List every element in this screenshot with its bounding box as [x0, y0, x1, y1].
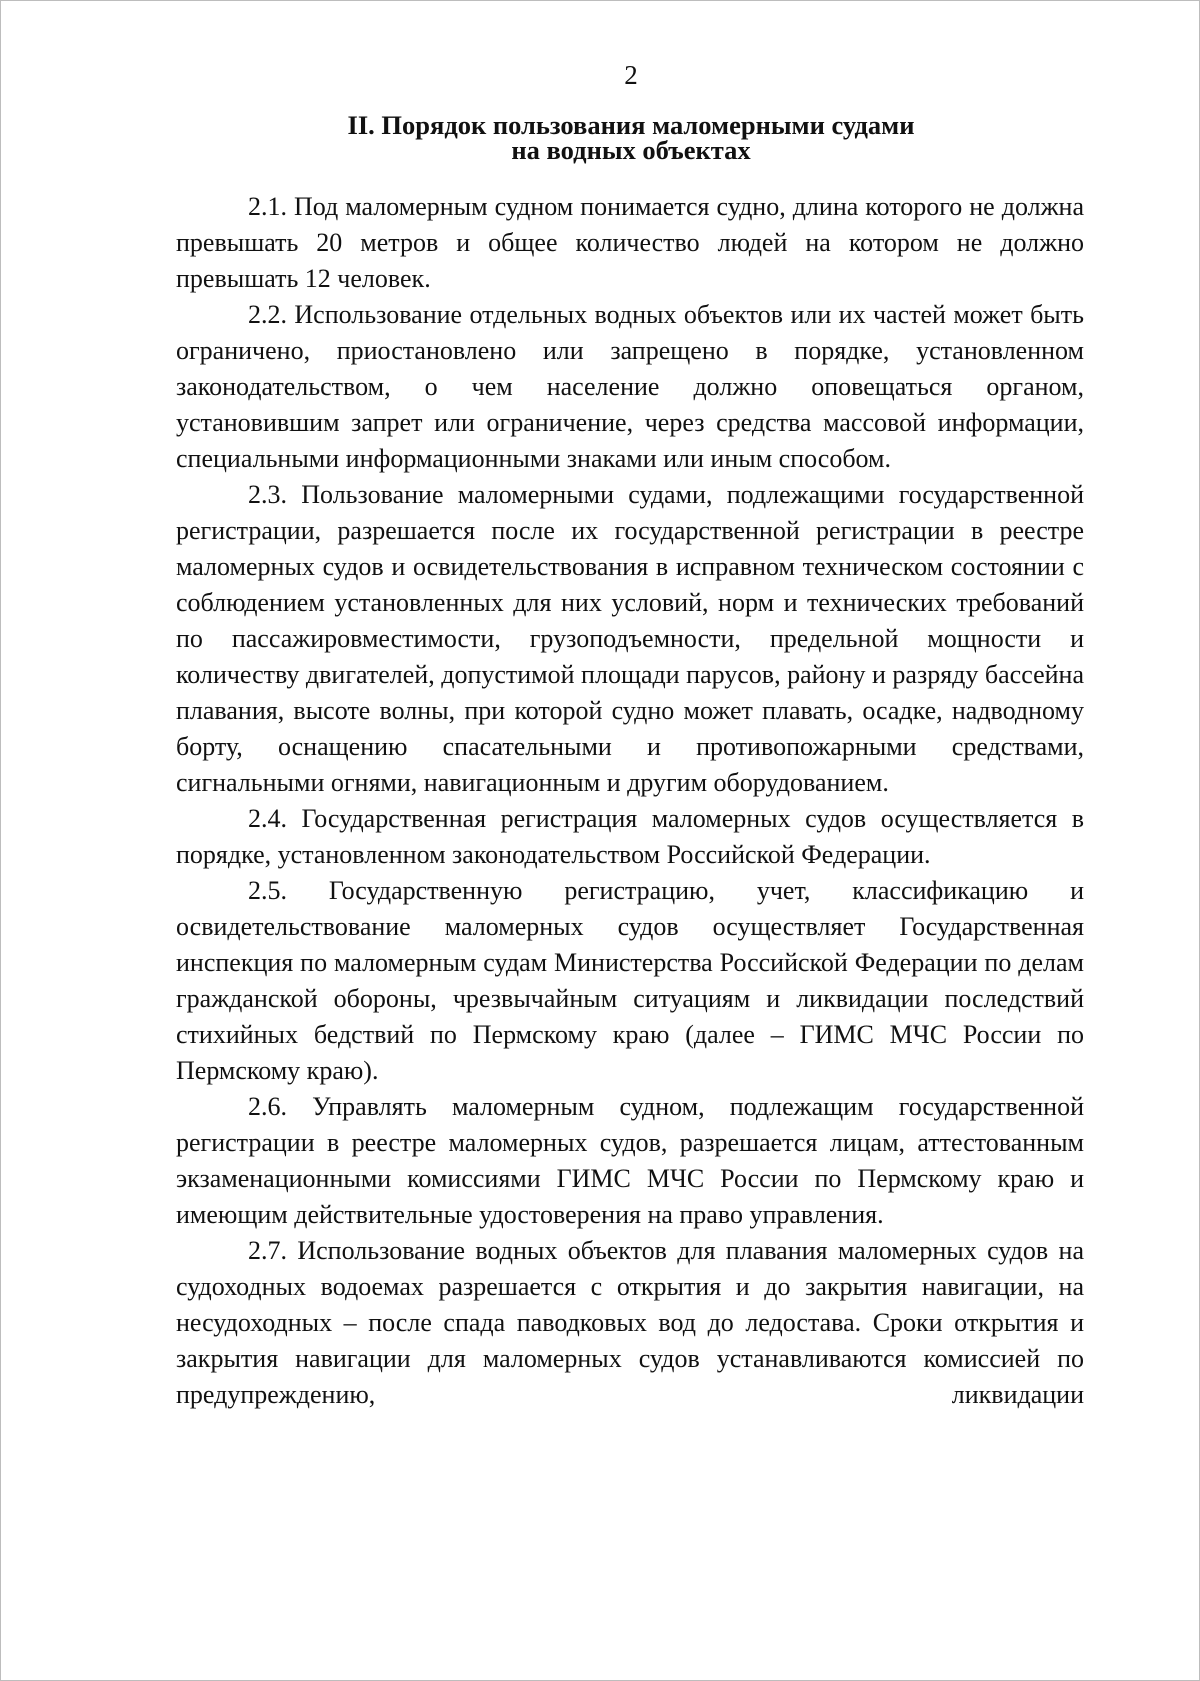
section-heading-line-1: II. Порядок пользования маломерными судами: [347, 110, 915, 140]
paragraph-2-2: 2.2. Использование отдельных водных объектов или их частей может быть ограничено, приостановлено или запрещено в порядке, установленном законодательством, о чем население должно оповещаться органом, установившим запрет или ограничение, через средства массовой информации, специальными информационными знаками или иным способом.: [176, 300, 1084, 473]
paragraph-2-5: 2.5. Государственную регистрацию, учет, классификацию и освидетельствование маломерных судов осуществляет Государственная инспекция по маломерным судам Министерства Российской Федерации по делам гражданской обороны, чрезвычайным ситуациям и ликвидации последствий стихийных бедствий по Пермскому краю (далее – ГИМС МЧС России по Пермскому краю).: [176, 876, 1084, 1085]
paragraph-2-4: 2.4. Государственная регистрация маломерных судов осуществляется в порядке, установленном законодательством Российской Федерации.: [176, 804, 1084, 869]
section-heading-line-2: на водных объектах: [511, 135, 751, 165]
paragraph-2-7: 2.7. Использование водных объектов для плавания маломерных судов на судоходных водоемах разрешается с открытия и до закрытия навигации, на несудоходных – после спада паводковых вод до ледостава. Сроки открытия и закрытия навигации для маломерных судов устанавливаются комиссией по предупреждению, ликвидации: [176, 1236, 1084, 1409]
paragraph-2-3: 2.3. Пользование маломерными судами, подлежащими государственной регистрации, разрешается после их государственной регистрации в реестре маломерных судов и освидетельствования в исправном техническом состоянии с соблюдением установленных для них условий, норм и технических требований по пассажировместимости, грузоподъемности, предельной мощности и количеству двигателей, допустимой площади парусов, району и разряду бассейна плавания, высоте волны, при которой судно может плавать, осадке, надводному борту, оснащению спасательными и противопожарными средствами, сигнальными огнями, навигационным и другим оборудованием.: [176, 480, 1084, 797]
section-heading: [0, 110, 1200, 165]
paragraph-2-6: 2.6. Управлять маломерным судном, подлежащим государственной регистрации в реестре маломерных судов, разрешается лицам, аттестованным экзаменационными комиссиями ГИМС МЧС России по Пермскому краю и имеющим действительные удостоверения на право управления.: [176, 1092, 1084, 1229]
document-body: [176, 189, 1084, 1413]
paragraph-2-1: 2.1. Под маломерным судном понимается судно, длина которого не должна превышать 20 метров и общее количество людей на котором не должно превышать 12 человек.: [176, 192, 1084, 293]
page-number: 2: [624, 60, 638, 90]
